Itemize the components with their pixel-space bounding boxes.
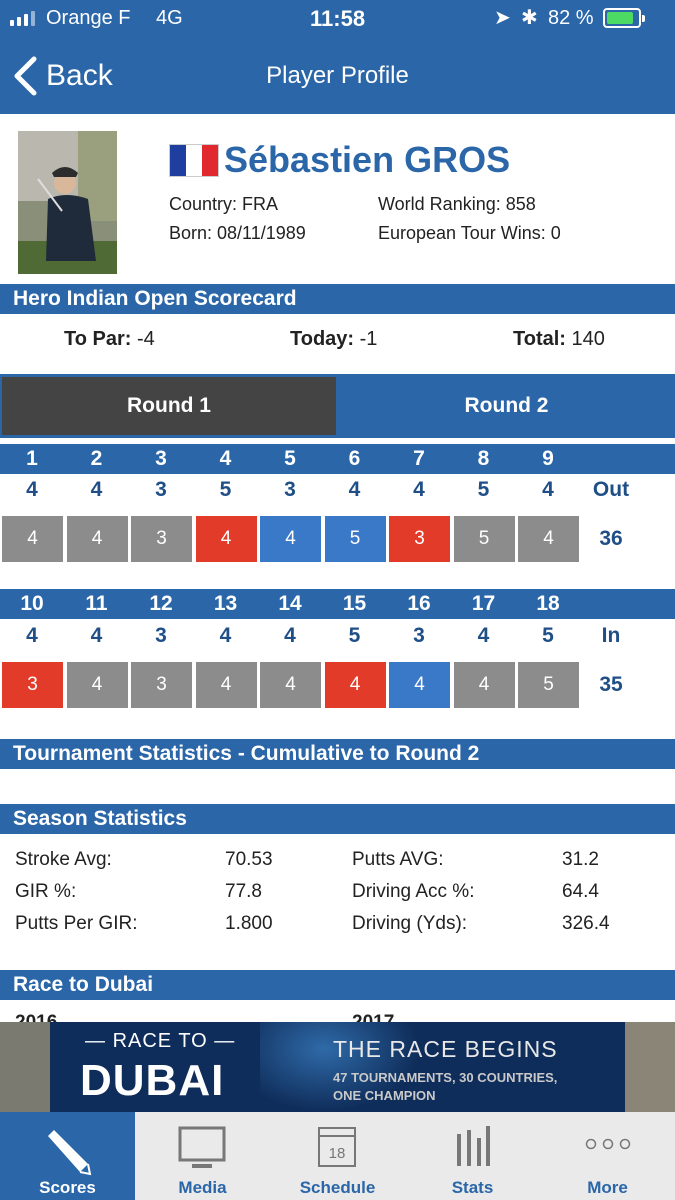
hole-score: 3 [389,516,450,562]
stat-label: Putts Per GIR: [15,913,138,934]
france-flag-icon [169,144,219,177]
hole-number: 3 [155,447,167,470]
round-tabs [0,374,675,438]
svg-text:18: 18 [328,1145,346,1162]
hole-par: 5 [477,478,490,501]
hole-score: 4 [454,662,515,708]
hole-score: 5 [325,516,386,562]
tab-round-2[interactable]: Round 2 [340,377,673,435]
hole-par: 4 [26,624,38,647]
bluetooth-icon: ✱ [521,7,538,29]
back-label: Back [46,59,113,92]
hole-number: 7 [413,447,425,470]
hole-score: 3 [2,662,63,708]
hole-score: 4 [518,516,579,562]
hole-par: 5 [542,624,554,647]
player-name: Sébastien GROS [224,139,511,180]
front-par-row [0,478,675,508]
hole-par: 4 [219,624,232,647]
player-photo [18,131,117,274]
hole-score: 4 [389,662,450,708]
tab-stats[interactable] [405,1112,540,1200]
tab-label: Scores [39,1178,96,1197]
par-total-label: In [601,624,621,647]
hole-par: 5 [219,478,232,501]
stat-label: Stroke Avg: [15,849,112,870]
stat-label: Driving Acc %: [352,881,475,902]
total-summary [513,328,605,351]
score-total: 35 [599,673,623,696]
hole-number: 16 [407,592,431,615]
player-tour-wins: European Tour Wins: 0 [378,223,561,243]
tab-media[interactable] [135,1112,270,1200]
status-bar [0,0,675,40]
front-score-row [0,516,675,562]
score-total: 36 [599,527,623,550]
hole-par: 4 [413,478,425,501]
hole-score: 5 [518,662,579,708]
hole-score: 4 [196,662,257,708]
par-total-label: Out [592,478,630,501]
hole-score: 4 [2,516,63,562]
hole-number: 8 [477,447,490,470]
hole-number: 18 [536,592,560,615]
hole-score: 4 [260,516,321,562]
stat-value: 70.53 [225,849,273,870]
stat-value: 326.4 [562,913,610,934]
more-icon [585,1138,631,1150]
hole-par: 4 [26,478,38,501]
hole-score: 3 [131,662,192,708]
stat-label: GIR %: [15,881,77,902]
tournament-stats-title: Tournament Statistics - Cumulative to Round 2 [0,739,675,769]
hole-number: 6 [348,447,361,470]
hole-par: 4 [90,478,103,501]
hole-par: 4 [348,478,361,501]
hole-score: 5 [454,516,515,562]
hole-number: 4 [219,447,232,470]
page-title: Player Profile [266,62,409,89]
hole-number: 13 [213,592,238,615]
stat-value: 31.2 [562,849,599,870]
pencil-icon [40,1124,94,1178]
total-label: Total: [513,328,566,350]
tab-label: Media [178,1178,227,1197]
hole-number: 14 [278,592,302,615]
race-to-dubai-title: Race to Dubai [0,970,675,1000]
banner-race-to: — RACE TO — [85,1030,236,1052]
hole-par: 4 [90,624,103,647]
hole-par: 5 [348,624,361,647]
hole-score: 4 [196,516,257,562]
network-label: 4G [156,7,183,29]
stat-value: 77.8 [225,881,262,902]
back-par-row [0,624,675,654]
hole-score: 4 [260,662,321,708]
today-value: -1 [359,328,378,350]
to-par-value: -4 [136,328,155,350]
to-par-label: To Par: [64,328,132,350]
back-score-row [0,662,675,708]
hole-score: 4 [67,662,128,708]
hole-score: 4 [67,516,128,562]
banner-subline-2: ONE CHAMPION [333,1088,436,1103]
today-label: Today: [290,328,355,350]
tab-more[interactable] [540,1112,675,1200]
hole-number: 12 [149,592,173,615]
tab-label: More [587,1178,628,1197]
hole-number: 15 [342,592,367,615]
battery-percent: 82 % [548,7,594,29]
back-hole-numbers [0,589,675,619]
hole-score: 3 [131,516,192,562]
bottom-tab-bar [0,1112,675,1200]
hole-par: 3 [413,624,425,647]
banner-subline-1: 47 TOURNAMENTS, 30 COUNTRIES, [333,1070,558,1085]
monitor-icon [178,1126,228,1170]
carrier-label: Orange F [46,7,131,29]
battery-icon [603,8,641,28]
stat-label: Putts AVG: [352,849,444,870]
hole-score: 4 [325,662,386,708]
calendar-icon [317,1124,357,1168]
stat-value: 1.800 [225,913,273,934]
nav-bar [0,40,675,114]
tab-label: Schedule [299,1178,376,1197]
location-icon: ➤ [494,7,511,29]
tab-round-1[interactable]: Round 1 [2,377,336,435]
player-world-ranking: World Ranking: 858 [378,194,536,214]
tab-schedule[interactable] [270,1112,405,1200]
today-summary [290,328,377,351]
hole-number: 2 [90,447,103,470]
hole-number: 1 [26,447,38,470]
signal-icon [10,10,35,26]
season-stats-title: Season Statistics [0,804,675,834]
hole-par: 3 [155,624,167,647]
hole-number: 10 [20,592,44,615]
hole-number: 17 [471,592,496,615]
hole-par: 4 [284,624,296,647]
clock: 11:58 [310,6,366,31]
banner-headline: THE RACE BEGINS [333,1036,558,1062]
hole-number: 11 [85,592,108,615]
player-country: Country: FRA [169,194,279,214]
stat-label: Driving (Yds): [352,913,468,934]
hole-par: 4 [542,478,554,501]
tab-label: Stats [451,1178,494,1197]
front-hole-numbers [0,444,675,474]
hole-number: 9 [542,447,554,470]
tab-scores[interactable] [0,1112,135,1200]
hole-number: 5 [284,447,296,470]
player-born: Born: 08/11/1989 [169,223,306,243]
hole-par: 3 [155,478,167,501]
hole-par: 4 [477,624,490,647]
race-to-dubai-banner[interactable] [0,1022,675,1112]
scorecard-title: Hero Indian Open Scorecard [0,284,675,314]
stat-value: 64.4 [562,881,599,902]
bars-icon [455,1126,491,1166]
total-value: 140 [571,328,605,350]
banner-logo: DUBAI [80,1056,225,1105]
to-par-summary [64,328,155,351]
hole-par: 3 [284,478,296,501]
